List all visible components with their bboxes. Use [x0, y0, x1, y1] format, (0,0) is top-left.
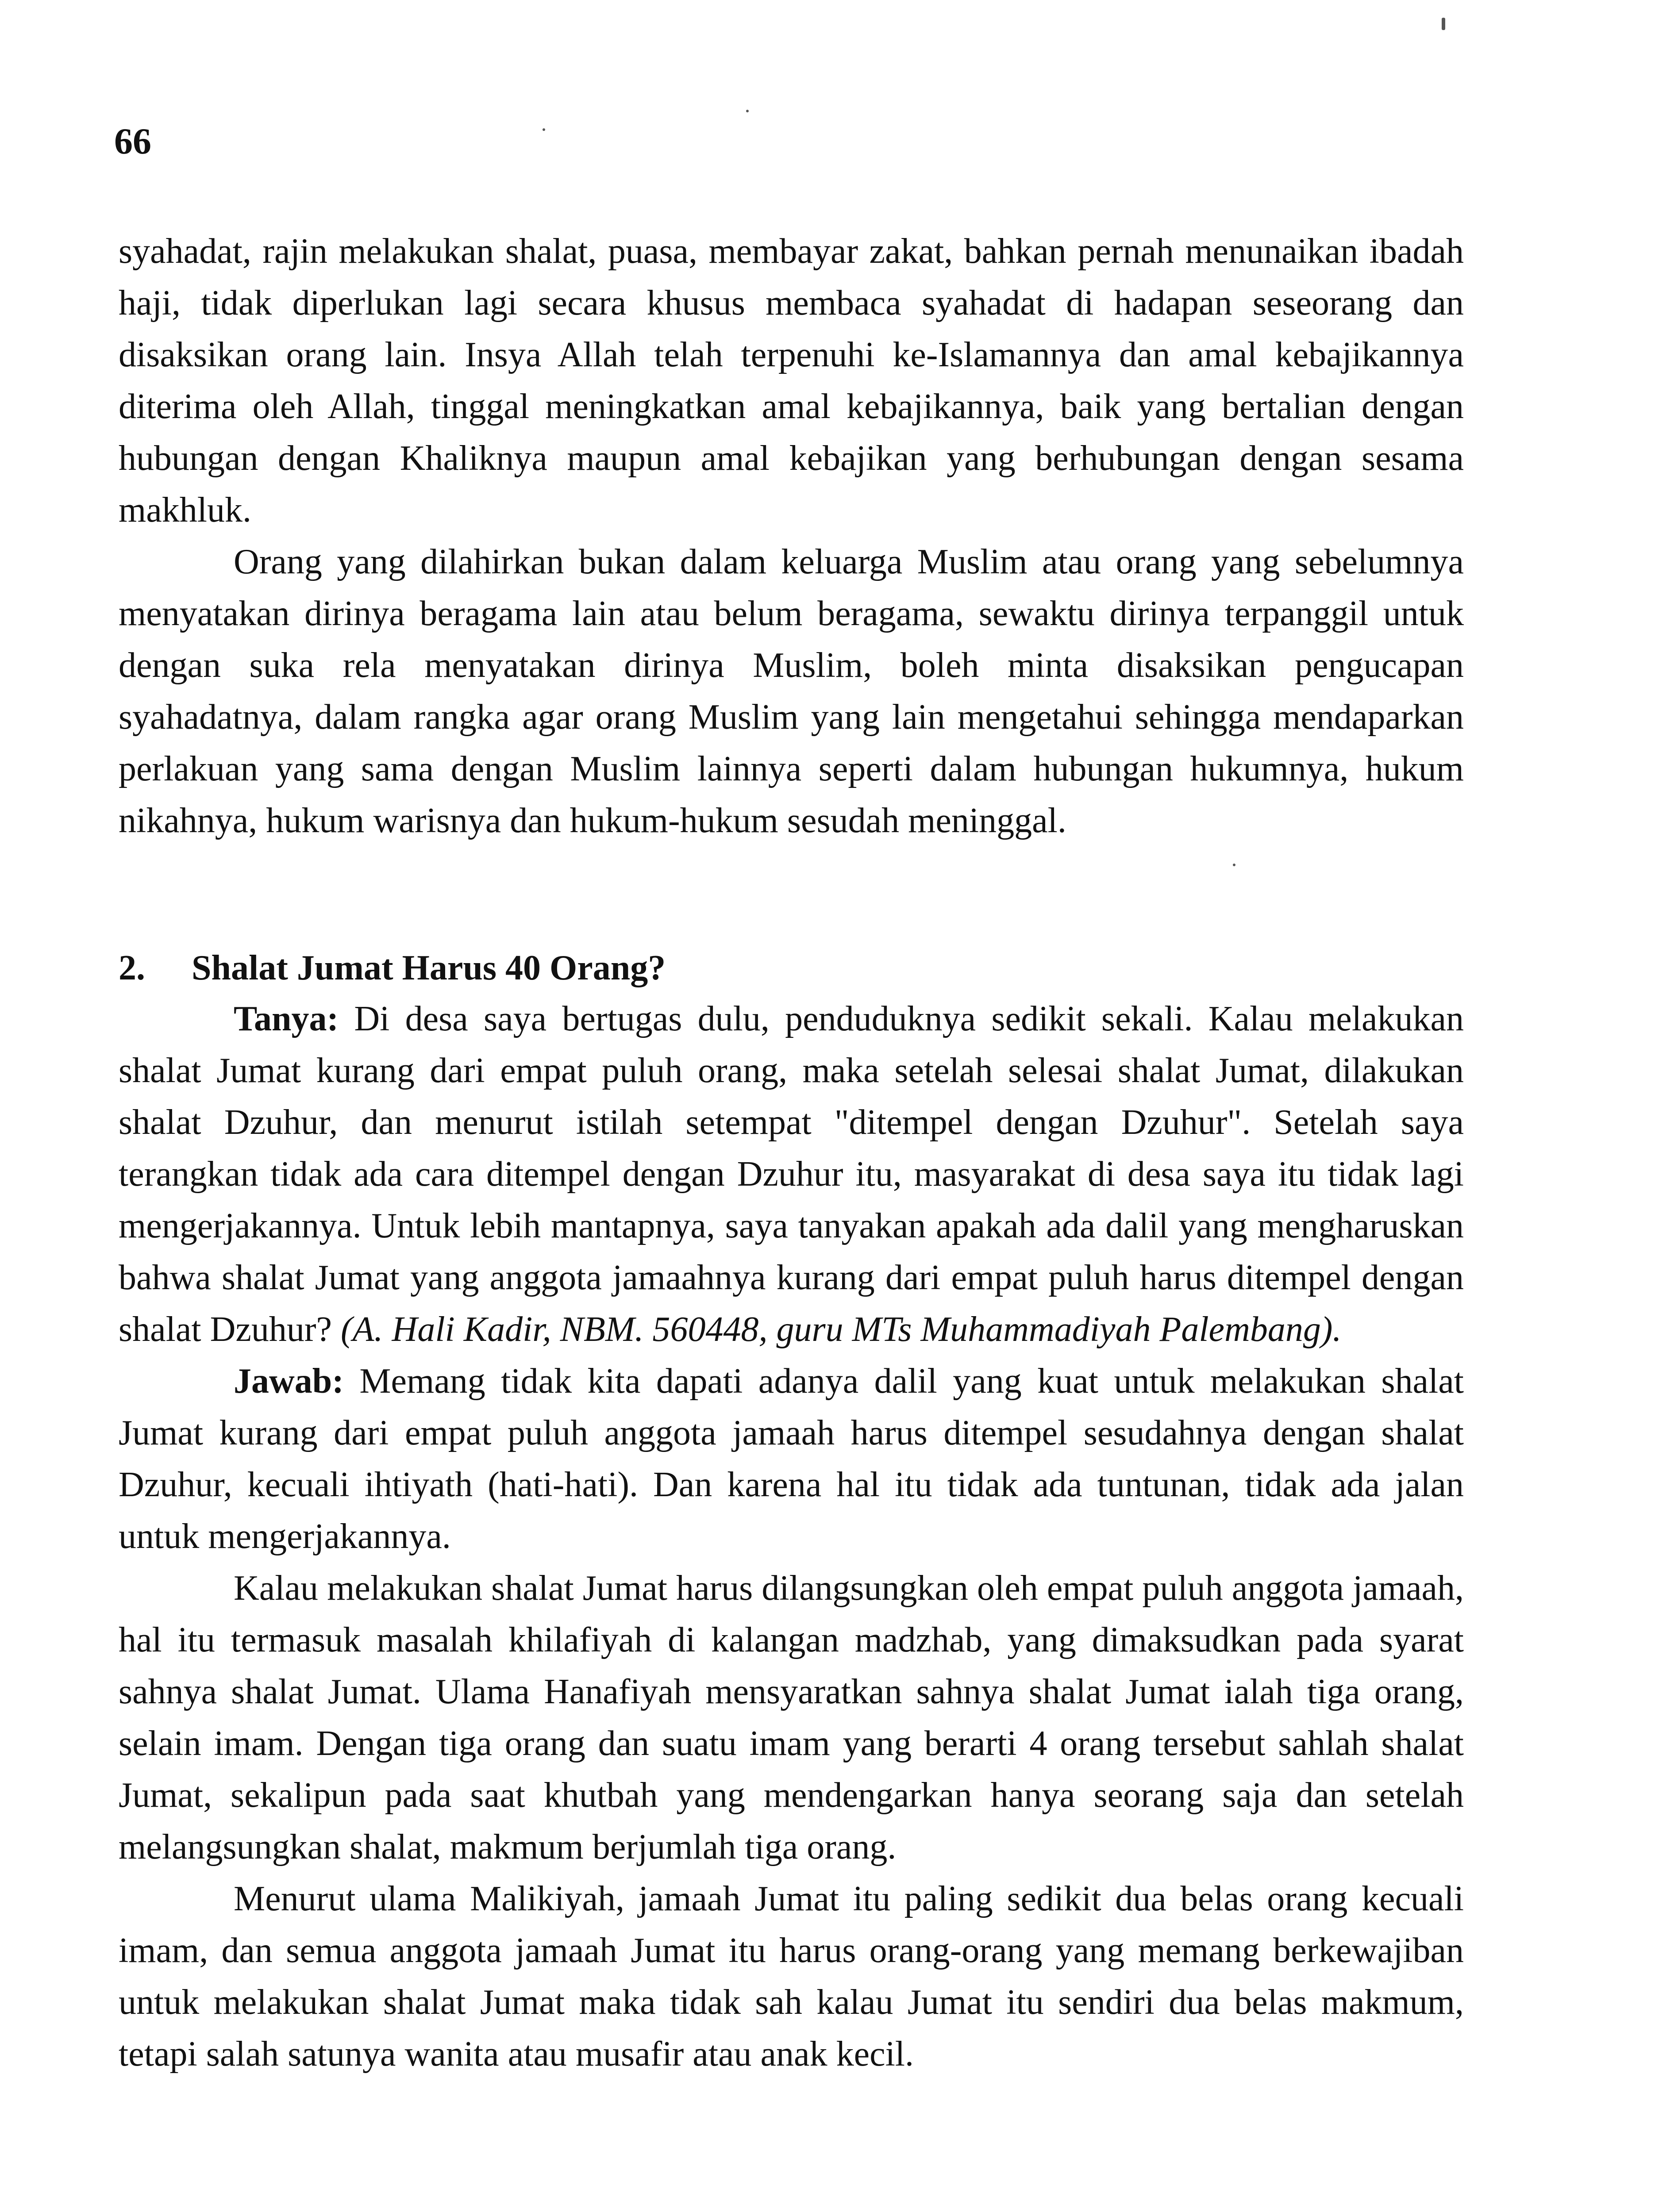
paragraph-continuation: syahadat, rajin melakukan shalat, puasa, membayar zakat, bahkan pernah menunaikan ibadah haji, tidak diperlukan lagi secara khusus membaca syahadat di hadapan seseorang dan disaksikan orang lain. Insya Allah telah terpenuhi ke-Islamannya dan amal kebajikannya diterima oleh Allah, tinggal meningkatkan amal kebajikannya, baik yang bertalian dengan hubungan dengan Khaliknya maupun amal kebajikan yang berhubungan dengan sesama makhluk.	[119, 232, 1464, 530]
answer-paragraph	[119, 1356, 1464, 1563]
paragraph: Menurut ulama Malikiyah, jamaah Jumat itu paling sedikit dua belas orang kecuali imam, dan semua anggota jamaah Jumat itu harus orang-orang yang memang berkewajiban untuk melakukan shalat Jumat maka tidak sah kalau Jumat itu sendiri dua belas makmum, tetapi salah satunya wanita atau musafir atau anak kecil.	[119, 1879, 1464, 2074]
section-number: 2.	[119, 949, 145, 987]
question-text: Di desa saya bertugas dulu, penduduknya sedikit sekali. Kalau melakukan shalat Jumat kurang dari empat puluh orang, maka setelah selesai shalat Jumat, dilakukan shalat Dzuhur, dan menurut istilah setempat "ditempel dengan Dzuhur". Setelah saya terangkan tidak ada cara ditempel dengan Dzuhur itu, masyarakat di desa saya itu tidak lagi mengerjakannya. Untuk lebih mantapnya, saya tanyakan apakah ada dalil yang mengharuskan bahwa shalat Jumat yang anggota jamaahnya kurang dari empat puluh harus ditempel dengan shalat Dzuhur?	[119, 999, 1464, 1349]
question-sender: (A. Hali Kadir, NBM. 560448, guru MTs Muhammadiyah Palembang).	[341, 1310, 1342, 1349]
section-title: Shalat Jumat Harus 40 Orang?	[192, 949, 666, 987]
answer-label: Jawab:	[234, 1362, 344, 1401]
paragraph: Kalau melakukan shalat Jumat harus dilangsungkan oleh empat puluh anggota jamaah, hal itu termasuk masalah khilafiyah di kalangan madzhab, yang dimaksudkan pada syarat sahnya shalat Jumat. Ulama Hanafiyah mensyaratkan sahnya shalat Jumat ialah tiga orang, selain imam. Dengan tiga orang dan suatu imam yang berarti 4 orang tersebut sahlah shalat Jumat, sekalipun pada saat khutbah yang mendengarkan hanya seorang saja dan setelah melangsungkan shalat, makmum berjumlah tiga orang.	[119, 1569, 1464, 1866]
question-label: Tanya:	[234, 999, 339, 1038]
section-heading	[119, 942, 666, 994]
scan-speck	[746, 110, 749, 112]
text-block-top	[119, 226, 1464, 847]
scan-speck	[1233, 864, 1235, 866]
answer-text: Memang tidak kita dapati adanya dalil yang kuat untuk melakukan shalat Jumat kurang dari empat puluh anggota jamaah harus ditempel sesudahnya dengan shalat Dzuhur, kecuali ihtiyath (hati-hati). Dan karena hal itu tidak ada tuntunan, tidak ada jalan untuk mengerjakannya.	[119, 1362, 1464, 1556]
scan-speck	[543, 128, 545, 131]
page-number: 66	[114, 121, 151, 162]
text-block-bottom	[119, 993, 1464, 2080]
paragraph: Orang yang dilahirkan bukan dalam keluarga Muslim atau orang yang sebelumnya menyatakan dirinya beragama lain atau belum beragama, sewaktu dirinya terpanggil untuk dengan suka rela menyatakan dirinya Muslim, boleh minta disaksikan pengucapan syahadatnya, dalam rangka agar orang Muslim yang lain mengetahui sehingga mendaparkan perlakuan yang sama dengan Muslim lainnya seperti dalam hubungan hukumnya, hukum nikahnya, hukum warisnya dan hukum-hukum sesudah meninggal.	[119, 542, 1464, 840]
scan-speck	[1442, 18, 1445, 30]
question-paragraph	[119, 993, 1464, 1356]
